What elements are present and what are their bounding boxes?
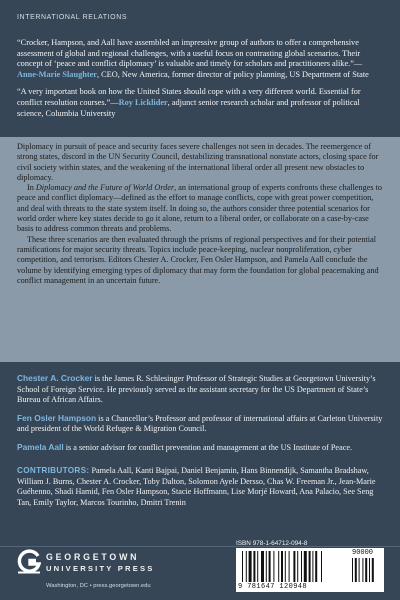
- isbn: ISBN 978-1-64712-094-8: [236, 540, 308, 547]
- description-panel: [0, 137, 400, 362]
- editor-bio: [17, 413, 385, 435]
- georgetown-g-logo-icon: [17, 549, 41, 575]
- category-label: INTERNATIONAL RELATIONS: [17, 14, 128, 21]
- book-title: Diplomacy and the Future of World Order: [35, 183, 175, 193]
- quote-author: Roy Licklider: [118, 97, 168, 107]
- quote-text: “Crocker, Hampson, and Aall have assembled an impressive group of authors to offer a comprehensive assessment of global and regional challenges, with a useful focus on contrasting global scenarios. Their concept of ‘peace and conflict diplomacy’ is valuable and timely for scholars and practitioners alike.”—: [17, 38, 363, 69]
- description-text: [17, 142, 385, 286]
- editor-bio-text: is a senior advisor for conflict prevention and management at the US Institute of Peace.: [63, 442, 353, 452]
- editor-bio: [17, 442, 385, 454]
- description-paragraph: Diplomacy in pursuit of peace and security faces severe challenges not seen in decades. The reemergence of strong states, discord in the UN Security Council, destabilizing transnational nonstate actors, closing space for civil society within states, and the weakening of the international liberal order all present new obstacles to diplomacy.: [17, 142, 379, 182]
- endorsement-quote: [17, 38, 383, 80]
- divider: [0, 546, 400, 547]
- contributors: [17, 466, 383, 508]
- publisher-line2: UNIVERSITY PRESS: [46, 564, 155, 573]
- barcode-digits: 9 781647 120948: [238, 583, 308, 591]
- publisher-line1: GEORGETOWN: [46, 552, 140, 562]
- quote-affiliation: , adjunct senior research scholar and professor of political science, Columbia University: [17, 97, 360, 118]
- description-paragraph: [17, 183, 385, 234]
- description-text-pre: In: [27, 183, 36, 193]
- editor-name: Chester A. Crocker: [17, 373, 93, 383]
- quote-affiliation: , CEO, New America, former director of policy planning, US Department of State: [96, 69, 369, 79]
- quote-text: “A very important book on how the United States should cope with a very different world. Essential for conflict resolution courses.”—: [17, 87, 361, 107]
- editor-bio: [17, 373, 385, 406]
- quote-author: Anne-Marie Slaughter: [17, 69, 97, 79]
- description-text-post: , an international group of experts confronts these challenges to peace and conflict diplomacy—defined as the effort to manage conflicts, cope with great power competition, and deal with threats to the state system itself. In doing so, the authors consider three potential scenarios for world order where key states decide to go it alone, return to a liberal order, or collaborate on a case-by-case basis to address common threats and problems.: [17, 183, 382, 234]
- endorsement-quote: [17, 87, 383, 119]
- endorsements: [17, 38, 383, 126]
- editor-bio-text: is the James R. Schlesinger Professor of Strategic Studies at Georgetown University’s School of Foreign Service. He previously served as the assistant secretary for the US Department of State’s Bureau of African Affairs.: [17, 374, 376, 404]
- description-paragraph: These three scenarios are then evaluated through the prisms of regional perspectives and for their potential ramifications for major security threats. Topics include peace-keeping, nuclear nonproliferation, cyber competition, and terrorism. Editors Chester A. Crocker, Fen Osler Hampson, and Pamela Aall conclude the volume by identifying emerging types of diplomacy that may form the foundation for global peacemaking and conflict management in an uncertain future.: [17, 234, 379, 285]
- barcode: [236, 548, 384, 592]
- contributors-label: CONTRIBUTORS:: [17, 466, 90, 475]
- editor-bios: [17, 373, 385, 460]
- barcode-price: 90000: [352, 549, 374, 557]
- publisher-address: Washington, DC • press.georgetown.edu: [46, 583, 151, 589]
- editor-bio-text: is a Chancellor’s Professor and professor of international affairs at Carleton University and president of the World Refugee & Migration Council.: [17, 413, 383, 433]
- contributors-names: Pamela Aall, Kanti Bajpai, Daniel Benjamin, Hans Binnendijk, Samantha Bradshaw, William J. Burns, Chester A. Crocker, Toby Dalton, Solomon Ayele Dersso, Chas W. Freeman Jr., Jean-Marie Guéhenno, Shadi Hamid, Fen Osler Hampson, Stacie Hoffmann, Lise Morjé Howard, Ana Palacio, See Seng Tan, Emily Taylor, Marcos Tourinho, Dmitri Trenin: [17, 466, 376, 507]
- editor-name: Fen Osler Hampson: [17, 412, 97, 423]
- editor-name: Pamela Aall: [17, 441, 64, 452]
- publisher-name: [46, 552, 155, 573]
